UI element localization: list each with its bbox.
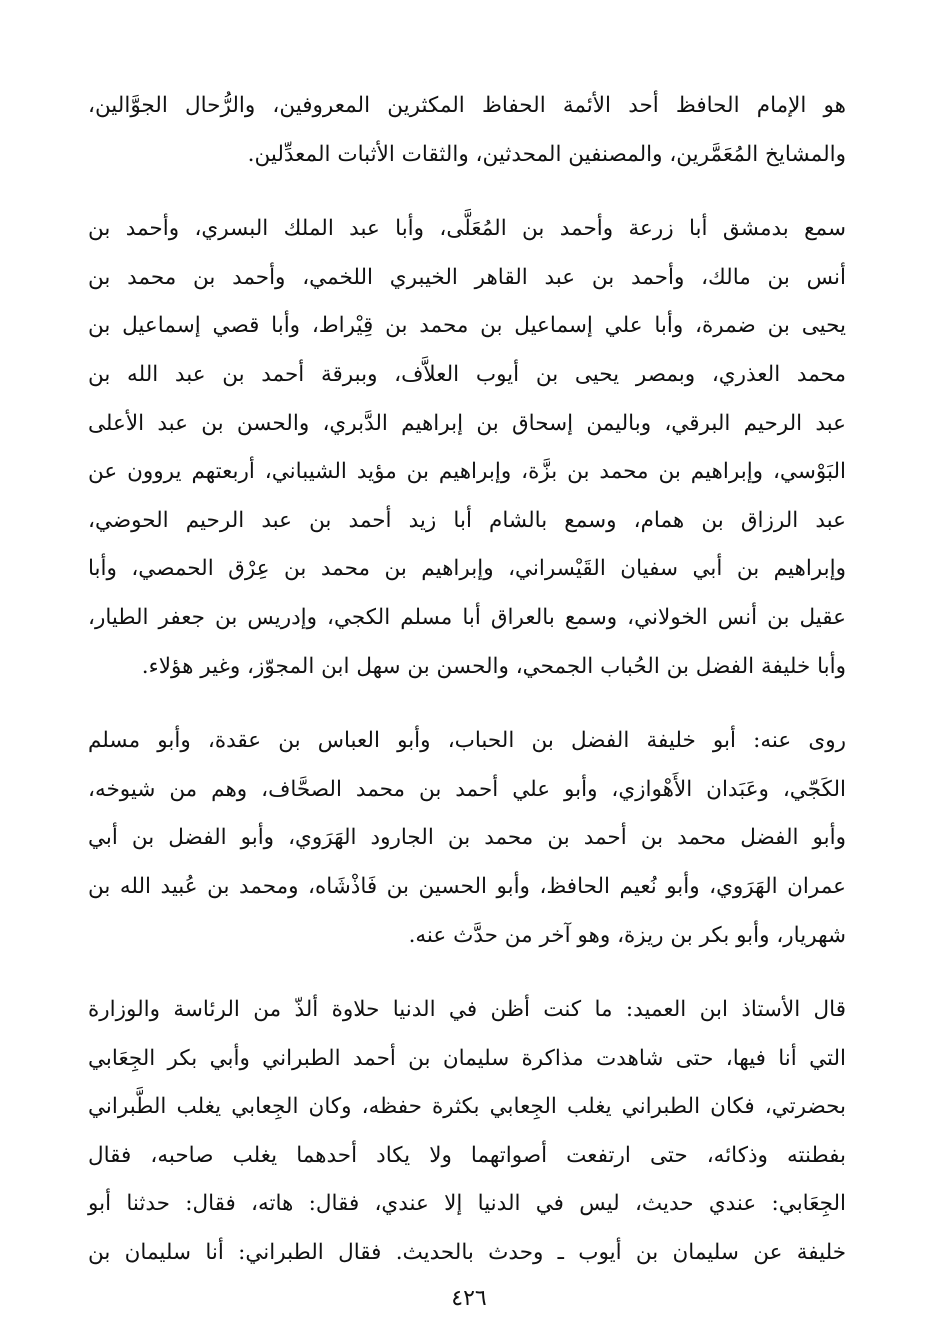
text-line: وأبو الفضل محمد بن أحمد بن محمد بن الجارود الهَرَوي، وأبو الفضل بن أبي (88, 825, 846, 851)
page-text (88, 82, 846, 1278)
text-line: أنس بن مالك، وأحمد بن عبد القاهر الخيبري اللخمي، وأحمد بن محمد بن (88, 264, 846, 290)
text-line: عبد الرحيم البرقي، وباليمن إسحاق بن إبراهيم الدَّبري، والحسن بن عبد الأعلى (88, 410, 846, 436)
text-line: الجِعَابي: عندي حديث، ليس في الدنيا إلا عندي، فقال: هاته، فقال: حدثنا أبو (88, 1191, 846, 1217)
text-line: وإبراهيم بن أبي سفيان القَيْسراني، وإبراهيم بن محمد بن عِرْق الحمصي، وأبا (88, 556, 846, 582)
text-line: هو الإمام الحافظ أحد الأئمة الحفاظ المكثرين المعروفين، والرُّحال الجوَّالين، (88, 93, 846, 118)
text-line: قال الأستاذ ابن العميد: ما كنت أظن في الدنيا حلاوة ألذّ من الرئاسة والوزارة (88, 997, 846, 1023)
text-line: روى عنه: أبو خليفة الفضل بن الحباب، وأبو العباس بن عقدة، وأبو مسلم (88, 728, 846, 754)
text-line: سمع بدمشق أبا زرعة وأحمد بن المُعَلَّى، وأبا عبد الملك البسري، وأحمد بن (88, 216, 846, 242)
text-line: والمشايخ المُعَمَّرين، والمصنفين المحدثين، والثقات الأثبات المعدِّلين. (247, 141, 846, 167)
text-line: عمران الهَرَوي، وأبو نُعيم الحافظ، وأبو الحسين بن فَاذْشَاه، ومحمد بن عُبيد الله بن (88, 873, 846, 899)
text-line: شهريار، وأبو بكر بن ريزة، وهو آخر من حدَّث عنه. (408, 922, 846, 948)
paragraph-teachers (88, 205, 846, 691)
text-line: يحيى بن ضمرة، وأبا علي إسماعيل بن محمد بن قِيْراط، وأبا قصي إسماعيل بن (88, 313, 846, 339)
text-line: البَوْسي، وإبراهيم بن محمد بن بزَّة، وإبراهيم بن مؤيد الشيباني، أربعتهم يروون عن (88, 459, 846, 485)
text-line: عقيل بن أنس الخولاني، وسمع بالعراق أبا مسلم الكجي، وإدريس بن جعفر الطيار، (88, 604, 846, 630)
text-line: بفطنته وذكائه، حتى ارتفعت أصواتهما ولا يكاد أحدهما يغلب صاحبه، فقال (88, 1142, 846, 1168)
paragraph-intro (88, 82, 846, 179)
text-line: بحضرتي، فكان الطبراني يغلب الجِعابي بكثرة حفظه، وكان الجِعابي يغلب الطَّبراني (88, 1094, 846, 1120)
text-line: الكَجّي، وعَبَدان الأَهْوازي، وأبو علي أحمد بن محمد الصحَّاف، وهم من شيوخه، (88, 776, 846, 802)
page-number: ٤٢٦ (451, 1286, 487, 1311)
text-line: خليفة عن سليمان بن أيوب ـ وحدث بالحديث. فقال الطبراني: أنا سليمان بن (88, 1240, 846, 1266)
text-line: التي أنا فيها، حتى شاهدت مذاكرة سليمان بن أحمد الطبراني وأبي بكر الجِعَابي (88, 1045, 846, 1071)
text-line: عبد الرزاق بن همام، وسمع بالشام أبا زيد أحمد بن عبد الرحيم الحوضي، (88, 507, 846, 533)
text-line: وأبا خليفة الفضل بن الحُباب الجمحي، والحسن بن سهل ابن المجوّز، وغير هؤلاء. (141, 653, 846, 679)
paragraph-ibn-al-amid (88, 986, 846, 1278)
paragraph-students (88, 717, 846, 960)
text-line: محمد العذري، وبمصر يحيى بن أيوب العلاَّف، وببرقة أحمد بن عبد الله بن (88, 361, 846, 387)
